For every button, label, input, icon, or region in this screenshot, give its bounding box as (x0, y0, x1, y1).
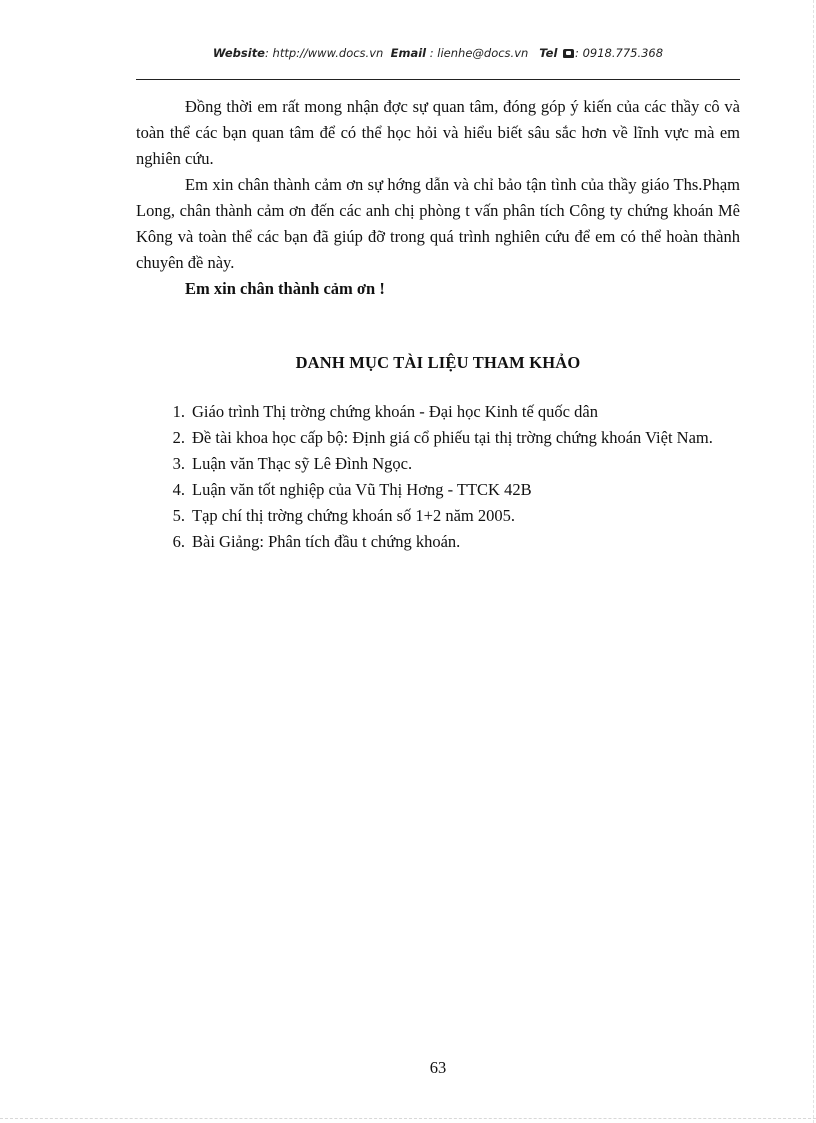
reference-number: 3 . (136, 451, 186, 477)
reference-number: 6 . (136, 529, 186, 555)
reference-item (136, 399, 740, 425)
body-text (136, 94, 740, 302)
page-bottom-edge (0, 1118, 816, 1119)
phone-icon (563, 49, 574, 58)
paragraph-2: Em xin chân thành cảm ơn sự hớng dẫn và chỉ bảo tận tình của thầy giáo Ths.Phạm Long, chân thành cảm ơn đến các anh chị phòng t vấn phân tích Công ty chứng khoán Mê Kông và toàn thể các bạn đã giúp đỡ trong quá trình nghiên cứu để em có thể hoàn thành chuyên đề này. (136, 175, 740, 272)
reference-item (136, 477, 740, 503)
page-header (136, 46, 740, 60)
header-divider (136, 79, 740, 80)
reference-item (136, 503, 740, 529)
page-number: 63 (429, 1058, 447, 1077)
reference-text: Luận văn Thạc sỹ Lê Đình Ngọc. (192, 454, 413, 473)
reference-number: 2 . (136, 425, 186, 451)
closing-line: Em xin chân thành cảm ơn ! (185, 279, 385, 298)
reference-text: Bài Giảng: Phân tích đầu t chứng khoán. (192, 532, 461, 551)
reference-text: Tạp chí thị trờng chứng khoán số 1+2 năm 2005. (192, 506, 516, 525)
reference-item (136, 451, 740, 477)
email-address: : lienhe@docs.vn (429, 46, 529, 60)
reference-text: Giáo trình Thị trờng chứng khoán - Đại học Kinh tế quốc dân (192, 402, 598, 421)
references-list (136, 399, 740, 555)
reference-item (136, 425, 740, 451)
website-url: : http://www.docs.vn (265, 46, 384, 60)
reference-item (136, 529, 740, 555)
reference-text: Luận văn tốt nghiệp của Vũ Thị Hơng - TTCK 42B (192, 480, 532, 499)
website-label: Website (212, 46, 265, 60)
reference-number: 4 . (136, 477, 186, 503)
reference-number: 1 . (136, 399, 186, 425)
tel-number: : 0918.775.368 (575, 46, 664, 60)
email-label: Email (390, 46, 427, 60)
references-title: DANH MỤC TÀI LIỆU THAM KHẢO (295, 353, 581, 372)
page-right-edge (813, 0, 814, 1123)
reference-text: Đề tài khoa học cấp bộ: Định giá cổ phiếu tại thị trờng chứng khoán Việt Nam. (192, 428, 713, 447)
paragraph-1: Đồng thời em rất mong nhận đợc sự quan tâm, đóng góp ý kiến của các thầy cô và toàn thể các bạn quan tâm để có thể học hỏi và hiểu biết sâu sắc hơn về lĩnh vực mà em nghiên cứu. (136, 97, 740, 168)
tel-label: Tel (539, 46, 558, 60)
reference-number: 5 . (136, 503, 186, 529)
